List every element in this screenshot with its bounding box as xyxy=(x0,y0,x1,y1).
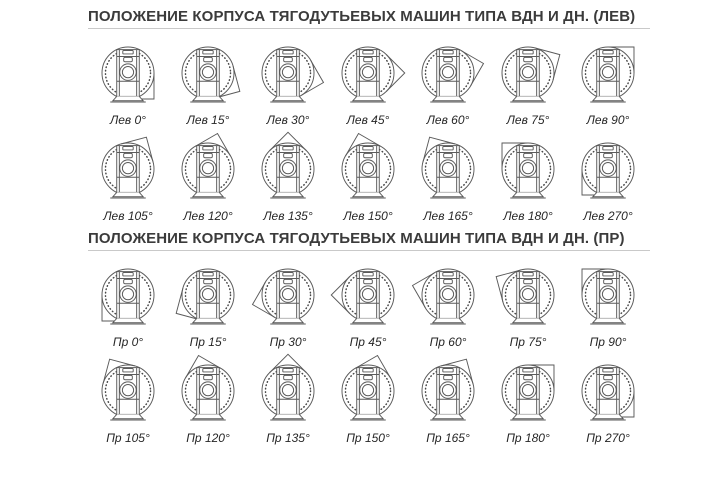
title-divider xyxy=(88,28,650,29)
fan-housing-drawing xyxy=(489,256,567,334)
pedestal-base xyxy=(513,414,543,418)
fan-angle-label: Лев 105° xyxy=(103,209,153,223)
fan-housing-diagram xyxy=(569,34,647,112)
pedestal-base xyxy=(433,192,463,196)
motor-assembly xyxy=(190,368,226,420)
fan-housing-diagram xyxy=(249,352,327,430)
fan-position-cell xyxy=(568,256,648,352)
fan-grid-row xyxy=(88,130,692,226)
fan-housing-diagram xyxy=(169,352,247,430)
fan-angle-label: Пр 135° xyxy=(266,431,310,445)
fan-angle-label: Лев 180° xyxy=(503,209,553,223)
fan-housing-drawing xyxy=(569,34,647,112)
fan-angle-label: Лев 75° xyxy=(506,113,550,127)
fan-housing-drawing xyxy=(329,34,407,112)
outlet-duct-lines xyxy=(461,50,483,86)
fan-housing-drawing xyxy=(249,256,327,334)
fan-housing-diagram xyxy=(169,130,247,208)
fan-position-cell xyxy=(488,34,568,130)
section-title-left: ПОЛОЖЕНИЕ КОРПУСА ТЯГОДУТЬЕВЫХ МАШИН ТИПА ВДН И ДН. (ЛЕВ) xyxy=(88,8,636,25)
motor-assembly xyxy=(110,272,146,324)
fan-position-cell xyxy=(88,34,168,130)
fan-angle-label: Пр 0° xyxy=(112,335,144,349)
fan-housing-drawing xyxy=(89,130,167,208)
fan-angle-label: Пр 150° xyxy=(346,431,390,445)
fan-housing-diagram xyxy=(329,352,407,430)
motor-assembly xyxy=(350,272,386,324)
section-right-rotation xyxy=(88,230,692,448)
fan-housing-drawing xyxy=(169,34,247,112)
pedestal-base xyxy=(193,192,223,196)
fan-angle-label: Лев 270° xyxy=(583,209,633,223)
fan-position-cell xyxy=(568,34,648,130)
pedestal-base xyxy=(273,192,303,196)
fan-angle-label: Пр 75° xyxy=(509,335,547,349)
fan-housing-drawing xyxy=(169,256,247,334)
fan-housing-drawing xyxy=(409,34,487,112)
pedestal-base xyxy=(273,96,303,100)
fan-housing-diagram xyxy=(489,256,567,334)
pedestal-base xyxy=(513,192,543,196)
fan-housing-diagram xyxy=(489,34,567,112)
fan-housing-diagram xyxy=(569,256,647,334)
motor-assembly xyxy=(270,368,306,420)
fan-position-cell xyxy=(168,34,248,130)
fan-angle-label: Лев 0° xyxy=(110,113,146,127)
motor-assembly xyxy=(590,50,626,102)
motor-assembly xyxy=(590,272,626,324)
fan-position-cell xyxy=(248,256,328,352)
pedestal-base xyxy=(113,414,143,418)
pedestal-base xyxy=(353,96,383,100)
pedestal-base xyxy=(113,192,143,196)
fan-housing-drawing xyxy=(569,352,647,430)
motor-assembly xyxy=(270,146,306,198)
fan-position-cell xyxy=(328,352,408,448)
fan-angle-label: Пр 165° xyxy=(426,431,470,445)
fan-grid-row xyxy=(88,256,692,352)
fan-position-cell xyxy=(168,130,248,226)
pedestal-base xyxy=(113,318,143,322)
fan-position-cell xyxy=(248,352,328,448)
fan-housing-drawing xyxy=(489,34,567,112)
fan-position-cell xyxy=(88,256,168,352)
motor-assembly xyxy=(110,50,146,102)
fan-housing-diagram xyxy=(169,34,247,112)
outlet-duct-lines xyxy=(331,277,349,314)
pedestal-base xyxy=(433,414,463,418)
fan-housing-diagram xyxy=(329,130,407,208)
motor-assembly xyxy=(270,50,306,102)
fan-position-cell xyxy=(408,352,488,448)
pedestal-base xyxy=(353,414,383,418)
motor-assembly xyxy=(190,50,226,102)
fan-position-cell xyxy=(568,352,648,448)
fan-housing-drawing xyxy=(409,256,487,334)
pedestal-base xyxy=(273,414,303,418)
fan-angle-label: Лев 60° xyxy=(426,113,470,127)
fan-angle-label: Лев 90° xyxy=(586,113,630,127)
fan-position-cell xyxy=(408,130,488,226)
fan-housing-diagram xyxy=(489,352,567,430)
pedestal-base xyxy=(433,96,463,100)
fan-housing-drawing xyxy=(249,130,327,208)
fan-housing-drawing xyxy=(169,130,247,208)
fan-grid-row xyxy=(88,352,692,448)
motor-assembly xyxy=(430,368,466,420)
fan-housing-drawing xyxy=(329,130,407,208)
fan-position-cell xyxy=(488,256,568,352)
fan-position-cell xyxy=(168,352,248,448)
fan-housing-drawing xyxy=(329,352,407,430)
fan-housing-diagram xyxy=(169,256,247,334)
pedestal-base xyxy=(593,96,623,100)
fan-position-cell xyxy=(88,352,168,448)
fan-position-cell xyxy=(568,130,648,226)
pedestal-base xyxy=(513,96,543,100)
fan-position-cell xyxy=(328,256,408,352)
fan-housing-diagram xyxy=(569,130,647,208)
motor-assembly xyxy=(190,272,226,324)
fan-housing-diagram xyxy=(569,352,647,430)
fan-housing-diagram xyxy=(409,34,487,112)
fan-angle-label: Пр 45° xyxy=(349,335,387,349)
fan-housing-diagram xyxy=(409,352,487,430)
fan-housing-diagram xyxy=(409,256,487,334)
section-left-rotation xyxy=(88,8,692,226)
pedestal-base xyxy=(593,192,623,196)
fan-housing-diagram xyxy=(89,256,167,334)
pedestal-base xyxy=(193,96,223,100)
fan-housing-drawing xyxy=(89,256,167,334)
fan-grid-row xyxy=(88,34,692,130)
fan-position-cell xyxy=(408,34,488,130)
fan-angle-label: Лев 150° xyxy=(343,209,393,223)
pedestal-base xyxy=(353,192,383,196)
fan-angle-label: Пр 105° xyxy=(106,431,150,445)
fan-position-cell xyxy=(408,256,488,352)
fan-housing-drawing xyxy=(329,256,407,334)
outlet-duct-lines xyxy=(301,60,323,96)
fan-position-cell xyxy=(328,130,408,226)
motor-assembly xyxy=(590,146,626,198)
motor-assembly xyxy=(110,368,146,420)
fan-housing-diagram xyxy=(489,130,567,208)
fan-position-cell xyxy=(88,130,168,226)
motor-assembly xyxy=(510,146,546,198)
fan-angle-label: Лев 15° xyxy=(186,113,230,127)
pedestal-base xyxy=(353,318,383,322)
fan-housing-diagram xyxy=(249,130,327,208)
fan-housing-drawing xyxy=(89,352,167,430)
fan-housing-diagram xyxy=(89,352,167,430)
fan-housing-drawing xyxy=(249,352,327,430)
pedestal-base xyxy=(513,318,543,322)
motor-assembly xyxy=(510,50,546,102)
motor-assembly xyxy=(590,368,626,420)
fan-angle-label: Пр 180° xyxy=(506,431,550,445)
fan-position-cell xyxy=(488,130,568,226)
fan-position-cell xyxy=(328,34,408,130)
fan-angle-label: Пр 15° xyxy=(189,335,227,349)
fan-housing-diagram xyxy=(89,130,167,208)
outlet-duct-lines xyxy=(386,55,404,92)
fan-position-cell xyxy=(168,256,248,352)
fan-housing-diagram xyxy=(249,256,327,334)
fan-position-cell xyxy=(248,34,328,130)
fan-angle-label: Пр 30° xyxy=(269,335,307,349)
fan-angle-label: Лев 135° xyxy=(263,209,313,223)
fan-position-cell xyxy=(248,130,328,226)
pedestal-base xyxy=(193,318,223,322)
pedestal-base xyxy=(273,318,303,322)
pedestal-base xyxy=(193,414,223,418)
motor-assembly xyxy=(430,146,466,198)
motor-assembly xyxy=(430,50,466,102)
fan-position-cell xyxy=(488,352,568,448)
title-divider xyxy=(88,250,650,251)
pedestal-base xyxy=(593,318,623,322)
section-title-right: ПОЛОЖЕНИЕ КОРПУСА ТЯГОДУТЬЕВЫХ МАШИН ТИПА ВДН И ДН. (ПР) xyxy=(88,230,625,247)
fan-housing-drawing xyxy=(569,256,647,334)
motor-assembly xyxy=(350,368,386,420)
pedestal-base xyxy=(593,414,623,418)
fan-housing-drawing xyxy=(89,34,167,112)
outlet-duct-lines xyxy=(253,282,275,318)
fan-housing-drawing xyxy=(249,34,327,112)
fan-housing-diagram xyxy=(329,256,407,334)
pedestal-base xyxy=(433,318,463,322)
motor-assembly xyxy=(350,50,386,102)
fan-angle-label: Пр 60° xyxy=(429,335,467,349)
outlet-duct-lines xyxy=(413,272,435,308)
motor-assembly xyxy=(270,272,306,324)
fan-housing-diagram xyxy=(89,34,167,112)
fan-angle-label: Пр 270° xyxy=(586,431,630,445)
fan-housing-drawing xyxy=(169,352,247,430)
fan-housing-drawing xyxy=(409,130,487,208)
fan-angle-label: Лев 165° xyxy=(423,209,473,223)
fan-angle-label: Лев 120° xyxy=(183,209,233,223)
fan-angle-label: Пр 90° xyxy=(589,335,627,349)
fan-housing-diagram xyxy=(409,130,487,208)
pedestal-base xyxy=(113,96,143,100)
motor-assembly xyxy=(430,272,466,324)
fan-housing-diagram xyxy=(329,34,407,112)
fan-angle-label: Пр 120° xyxy=(186,431,230,445)
motor-assembly xyxy=(190,146,226,198)
fan-housing-drawing xyxy=(489,130,567,208)
motor-assembly xyxy=(110,146,146,198)
fan-angle-label: Лев 30° xyxy=(266,113,310,127)
fan-housing-drawing xyxy=(569,130,647,208)
motor-assembly xyxy=(510,368,546,420)
fan-housing-drawing xyxy=(409,352,487,430)
motor-assembly xyxy=(350,146,386,198)
fan-housing-diagram xyxy=(249,34,327,112)
fan-angle-label: Лев 45° xyxy=(346,113,390,127)
motor-assembly xyxy=(510,272,546,324)
fan-housing-drawing xyxy=(489,352,567,430)
